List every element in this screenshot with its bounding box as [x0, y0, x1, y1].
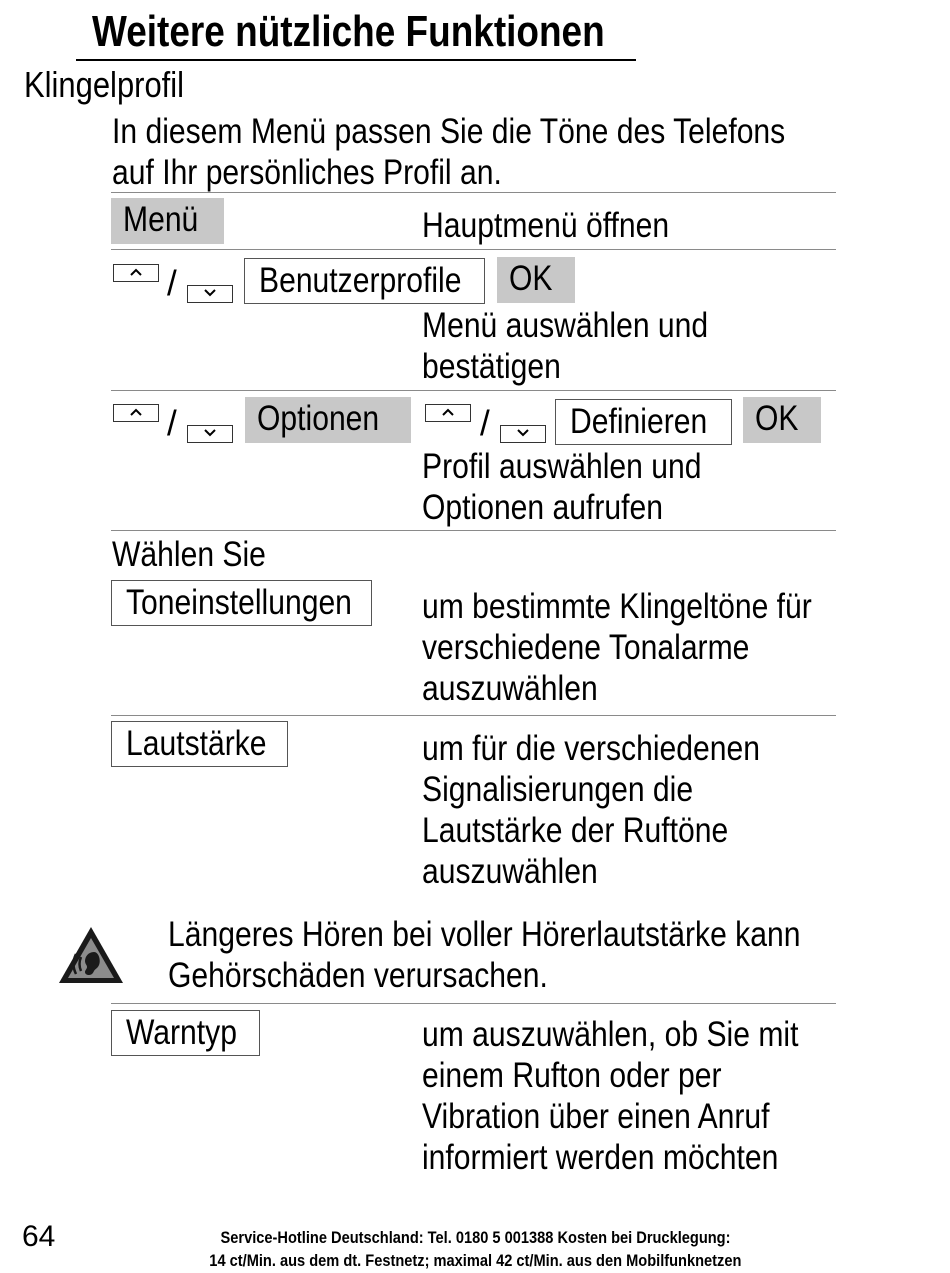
- volume-desc: um für die verschiedenen Signalisierungen die Lautstärke der Ruftöne auszuwählen: [422, 729, 760, 891]
- warntyp-option[interactable]: Warntyp: [111, 1010, 260, 1056]
- warntype-desc: um auszuwählen, ob Sie mit einem Rufton oder per Vibration über einen Anruf informiert werden möchten: [422, 1015, 799, 1177]
- page-number: 64: [22, 1220, 56, 1253]
- slash: /: [480, 404, 490, 443]
- ok-key[interactable]: OK: [743, 397, 821, 443]
- choose-label: Wählen Sie: [112, 535, 266, 574]
- lautstaerke-option[interactable]: Lautstärke: [111, 721, 288, 767]
- optionen-key[interactable]: Optionen: [245, 397, 411, 443]
- nav-down-icon[interactable]: [500, 425, 546, 443]
- slash: /: [167, 264, 177, 303]
- footer-costs: 14 ct/Min. aus dem dt. Festnetz; maximal 42 ct/Min. aus den Mobilfunknetzen: [208, 1251, 742, 1270]
- menu-desc: Hauptmenü öffnen: [422, 206, 670, 245]
- tone-desc: um bestimmte Klingeltöne für verschiedene Tonalarme auszuwählen: [422, 587, 812, 708]
- intro-text: In diesem Menü passen Sie die Töne des Telefons auf Ihr persönliches Profil an.: [112, 112, 786, 192]
- profiles-desc: Menü auswählen und bestätigen: [422, 306, 709, 386]
- slash: /: [167, 404, 177, 443]
- section-heading: Klingelprofil: [24, 64, 185, 105]
- divider: [111, 390, 836, 391]
- divider: [111, 249, 836, 250]
- menu-key[interactable]: Menü: [111, 198, 224, 244]
- toneinstellungen-option[interactable]: Toneinstellungen: [111, 580, 372, 626]
- nav-down-icon[interactable]: [187, 425, 233, 443]
- footer-hotline: Service-Hotline Deutschland: Tel. 0180 5 001388 Kosten bei Drucklegung:: [220, 1228, 730, 1247]
- ok-key[interactable]: OK: [497, 257, 575, 303]
- divider: [111, 530, 836, 531]
- warning-text: Längeres Hören bei voller Hörerlautstärke kann Gehörschäden verursachen.: [168, 915, 801, 995]
- divider: [111, 715, 836, 716]
- divider: [111, 1003, 836, 1004]
- definieren-item[interactable]: Definieren: [555, 399, 732, 445]
- benutzerprofile-item[interactable]: Benutzerprofile: [244, 258, 485, 304]
- title-underline: [76, 59, 636, 61]
- nav-up-icon[interactable]: [113, 404, 159, 422]
- nav-up-icon[interactable]: [113, 264, 159, 282]
- nav-up-icon[interactable]: [425, 404, 471, 422]
- hearing-warning-icon: [56, 924, 126, 986]
- nav-down-icon[interactable]: [187, 285, 233, 303]
- page-title: Weitere nützliche Funktionen: [92, 7, 605, 56]
- options-desc: Profil auswählen und Optionen aufrufen: [422, 447, 702, 527]
- divider: [111, 192, 836, 193]
